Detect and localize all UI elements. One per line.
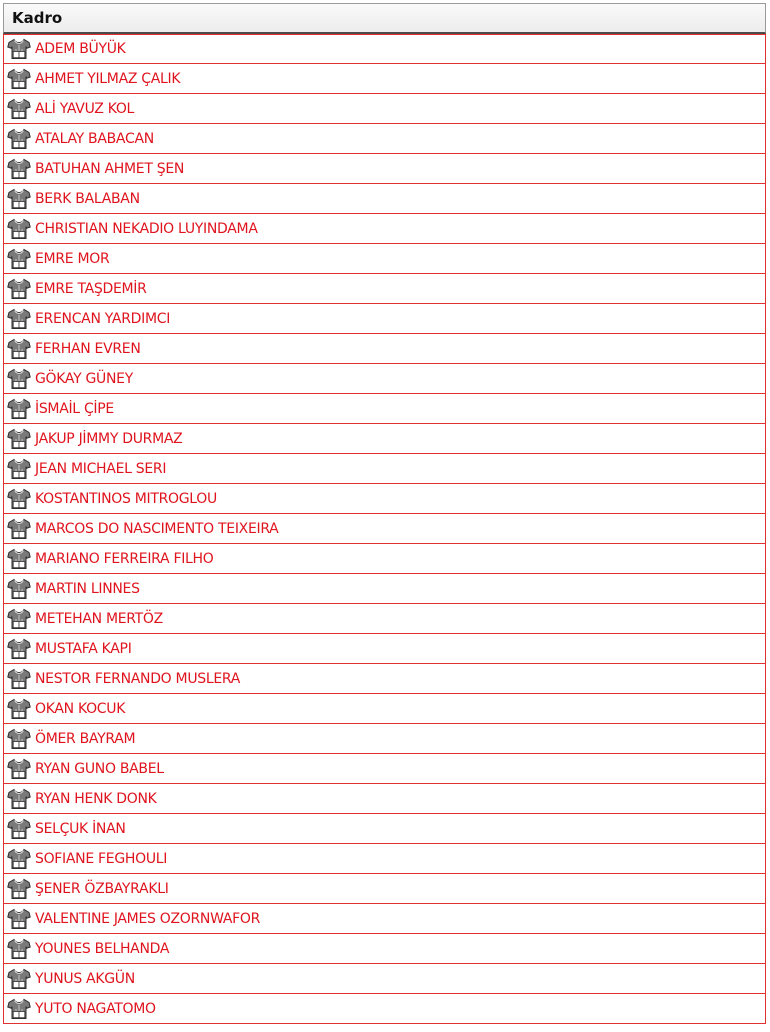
player-row[interactable] — [3, 664, 766, 694]
player-name[interactable]: YUTO NAGATOMO — [35, 1000, 156, 1017]
jersey-icon — [7, 908, 31, 930]
jersey-icon — [7, 638, 31, 660]
jersey-icon — [7, 608, 31, 630]
jersey-icon — [7, 218, 31, 240]
player-name[interactable]: ERENCAN YARDIMCI — [35, 310, 171, 327]
player-row[interactable] — [3, 394, 766, 424]
jersey-icon — [7, 128, 31, 150]
player-row[interactable] — [3, 304, 766, 334]
player-row[interactable] — [3, 484, 766, 514]
jersey-icon — [7, 338, 31, 360]
player-name[interactable]: CHRISTIAN NEKADIO LUYINDAMA — [35, 220, 258, 237]
player-row[interactable] — [3, 844, 766, 874]
jersey-icon — [7, 938, 31, 960]
player-name[interactable]: İSMAİL ÇİPE — [35, 400, 114, 417]
jersey-icon — [7, 548, 31, 570]
jersey-icon — [7, 818, 31, 840]
player-row[interactable] — [3, 574, 766, 604]
jersey-icon — [7, 458, 31, 480]
player-row[interactable] — [3, 604, 766, 634]
player-name[interactable]: YOUNES BELHANDA — [35, 940, 170, 957]
player-row[interactable] — [3, 874, 766, 904]
player-name[interactable]: YUNUS AKGÜN — [35, 970, 135, 987]
player-name[interactable]: FERHAN EVREN — [35, 340, 141, 357]
player-name[interactable]: ALİ YAVUZ KOL — [35, 100, 135, 117]
jersey-icon — [7, 698, 31, 720]
player-list — [3, 34, 766, 1024]
jersey-icon — [7, 788, 31, 810]
player-row[interactable] — [3, 214, 766, 244]
player-row[interactable] — [3, 514, 766, 544]
jersey-icon — [7, 998, 31, 1020]
jersey-icon — [7, 428, 31, 450]
jersey-icon — [7, 38, 31, 60]
player-name[interactable]: ŞENER ÖZBAYRAKLI — [35, 880, 169, 897]
jersey-icon — [7, 518, 31, 540]
player-name[interactable]: SELÇUK İNAN — [35, 820, 126, 837]
player-name[interactable]: RYAN GUNO BABEL — [35, 760, 164, 777]
jersey-icon — [7, 278, 31, 300]
jersey-icon — [7, 98, 31, 120]
jersey-icon — [7, 158, 31, 180]
player-name[interactable]: BATUHAN AHMET ŞEN — [35, 160, 185, 177]
player-row[interactable] — [3, 694, 766, 724]
squad-header: Kadro — [3, 3, 766, 34]
player-row[interactable] — [3, 424, 766, 454]
player-name[interactable]: RYAN HENK DONK — [35, 790, 157, 807]
jersey-icon — [7, 968, 31, 990]
player-name[interactable]: AHMET YILMAZ ÇALIK — [35, 70, 181, 87]
player-row[interactable] — [3, 334, 766, 364]
jersey-icon — [7, 758, 31, 780]
player-name[interactable]: EMRE TAŞDEMİR — [35, 280, 147, 297]
player-name[interactable]: JEAN MICHAEL SERI — [35, 460, 167, 477]
player-name[interactable]: MARTIN LINNES — [35, 580, 140, 597]
jersey-icon — [7, 668, 31, 690]
player-name[interactable]: BERK BALABAN — [35, 190, 140, 207]
player-name[interactable]: EMRE MOR — [35, 250, 110, 267]
player-name[interactable]: ATALAY BABACAN — [35, 130, 154, 147]
player-row[interactable] — [3, 544, 766, 574]
player-name[interactable]: MUSTAFA KAPI — [35, 640, 132, 657]
player-name[interactable]: SOFIANE FEGHOULI — [35, 850, 168, 867]
player-name[interactable]: MARIANO FERREIRA FILHO — [35, 550, 214, 567]
jersey-icon — [7, 878, 31, 900]
player-row[interactable] — [3, 724, 766, 754]
jersey-icon — [7, 728, 31, 750]
player-row[interactable] — [3, 784, 766, 814]
player-row[interactable] — [3, 934, 766, 964]
player-row[interactable] — [3, 184, 766, 214]
jersey-icon — [7, 848, 31, 870]
player-row[interactable] — [3, 244, 766, 274]
player-name[interactable]: ADEM BÜYÜK — [35, 41, 126, 57]
player-name[interactable]: VALENTINE JAMES OZORNWAFOR — [35, 910, 261, 927]
player-row[interactable] — [3, 904, 766, 934]
player-name[interactable]: METEHAN MERTÖZ — [35, 610, 163, 627]
player-row[interactable] — [3, 994, 766, 1024]
player-row[interactable] — [3, 34, 766, 64]
player-name[interactable]: KOSTANTINOS MITROGLOU — [35, 490, 217, 507]
player-row[interactable] — [3, 634, 766, 664]
player-name[interactable]: MARCOS DO NASCIMENTO TEIXEIRA — [35, 520, 279, 537]
jersey-icon — [7, 488, 31, 510]
player-row[interactable] — [3, 274, 766, 304]
jersey-icon — [7, 368, 31, 390]
jersey-icon — [7, 248, 31, 270]
player-row[interactable] — [3, 124, 766, 154]
jersey-icon — [7, 578, 31, 600]
player-name[interactable]: NESTOR FERNANDO MUSLERA — [35, 670, 241, 687]
jersey-icon — [7, 308, 31, 330]
player-name[interactable]: ÖMER BAYRAM — [35, 730, 136, 747]
player-row[interactable] — [3, 94, 766, 124]
jersey-icon — [7, 188, 31, 210]
player-name[interactable]: OKAN KOCUK — [35, 700, 126, 717]
player-name[interactable]: JAKUP JİMMY DURMAZ — [35, 430, 183, 447]
player-row[interactable] — [3, 454, 766, 484]
player-row[interactable] — [3, 814, 766, 844]
jersey-icon — [7, 398, 31, 420]
jersey-icon — [7, 68, 31, 90]
player-row[interactable] — [3, 754, 766, 784]
squad-panel — [3, 3, 766, 1024]
player-name[interactable]: GÖKAY GÜNEY — [35, 370, 133, 387]
player-row[interactable] — [3, 64, 766, 94]
player-row[interactable] — [3, 964, 766, 994]
player-row[interactable] — [3, 154, 766, 184]
player-row[interactable] — [3, 364, 766, 394]
